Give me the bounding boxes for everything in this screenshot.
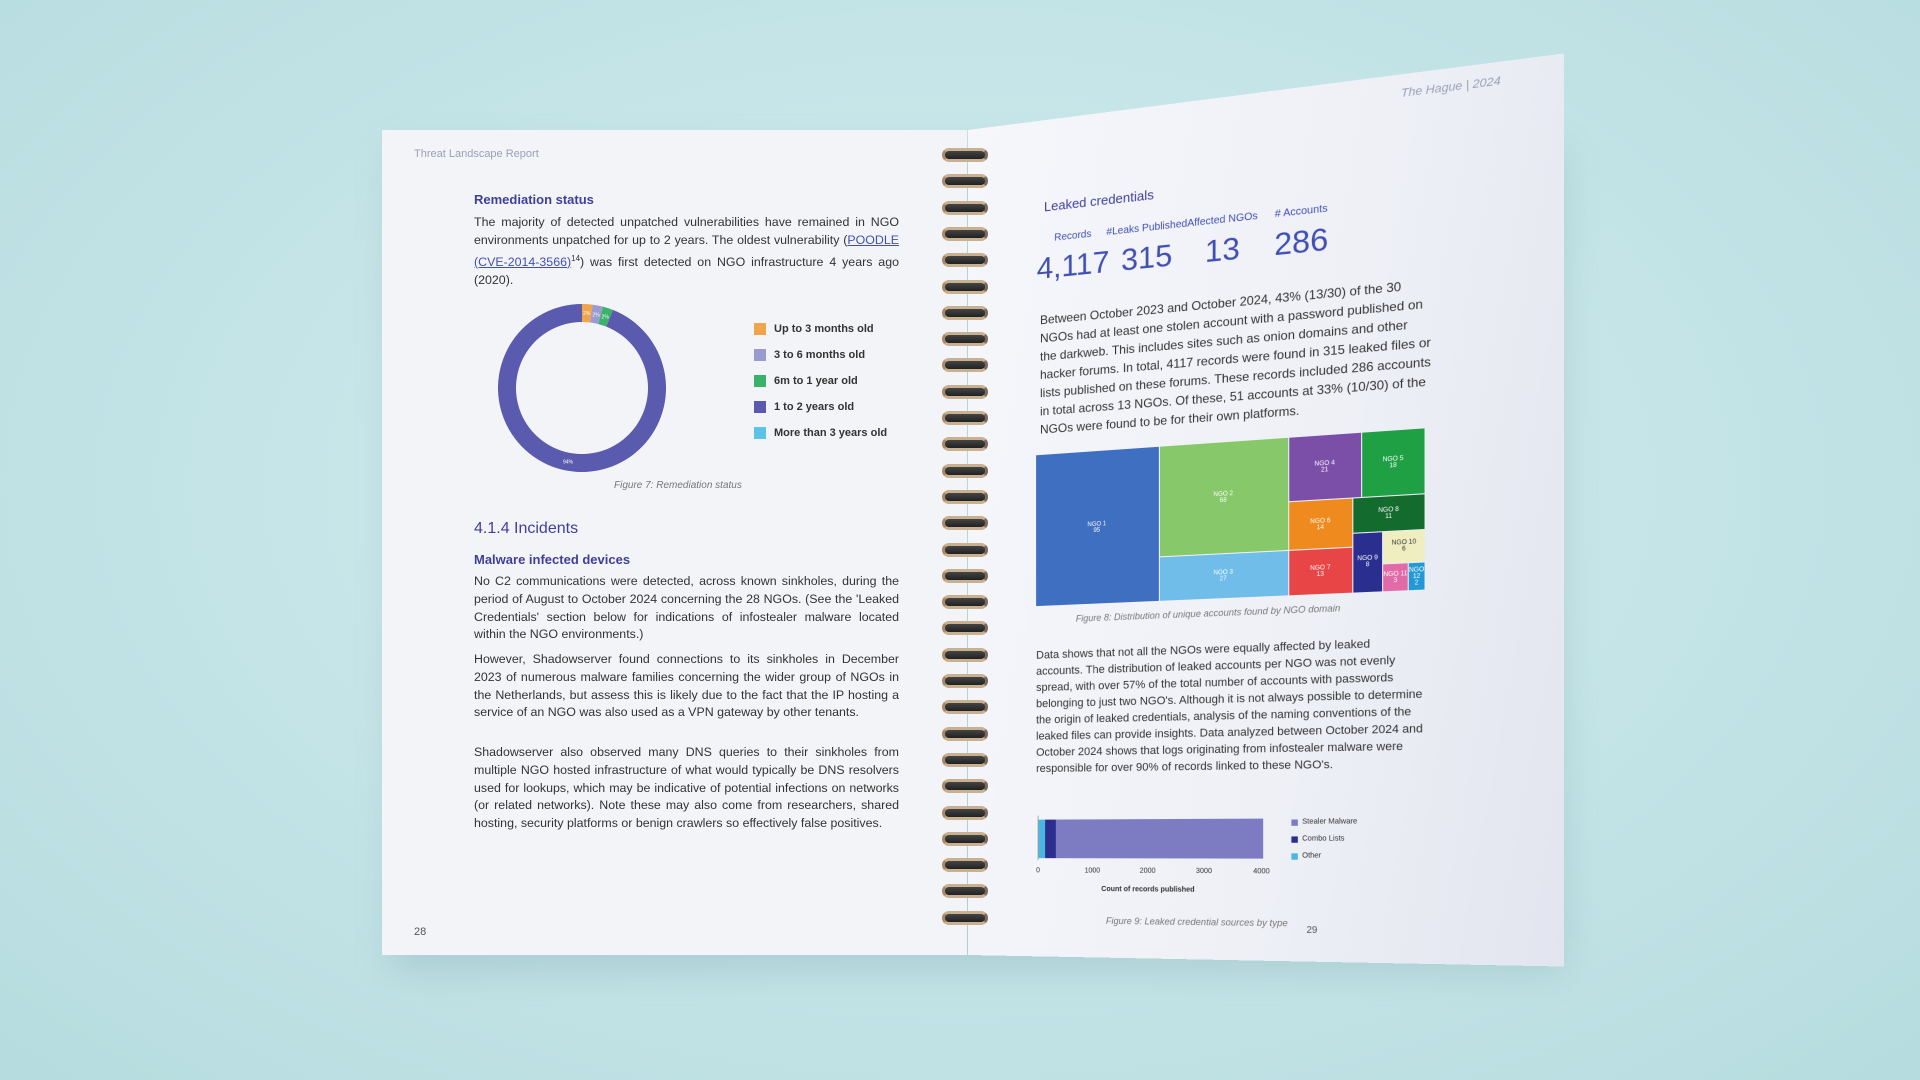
- spiral-ring: [942, 911, 988, 925]
- treemap-tile-value: 8: [1365, 562, 1370, 569]
- spiral-ring: [942, 753, 988, 767]
- malware-heading: Malware infected devices: [474, 552, 631, 567]
- bar-segment: [1056, 819, 1263, 859]
- legend-label: 1 to 2 years old: [774, 401, 855, 413]
- treemap-tile-value: 2: [1414, 579, 1419, 587]
- treemap-tile-value: 27: [1219, 576, 1227, 583]
- treemap-tile-value: 21: [1320, 466, 1329, 474]
- x-axis-label: Count of records published: [1101, 885, 1195, 894]
- incidents-paragraph-2: However, Shadowserver found connections to its sinkholes in December 2023 of numerous malware families concerning the wider group of NGOs in the Netherlands, but assess this is likely due to the fact that the IP hosting a service of an NGO was also used as a VPN gateway by other tenants.: [474, 652, 899, 720]
- treemap-tile: [1289, 499, 1352, 550]
- spiral-ring: [942, 280, 988, 294]
- legend-item: [754, 323, 874, 335]
- x-tick-label: 0: [1036, 867, 1040, 875]
- legend-item: [754, 375, 858, 387]
- treemap-tile-label: NGO 12: [1408, 566, 1425, 580]
- x-tick-label: 2000: [1139, 867, 1156, 875]
- incidents-paragraph-1: No C2 communications were detected, across known sinkholes, during the period of August to October 2024 concerning the 28 NGOs. (See the 'Leaked Credentials' section below for indications of infostealer malware located within the NGO environments.): [474, 574, 899, 642]
- treemap-tile: [1353, 532, 1382, 593]
- stat-label: Affected NGOs: [1187, 210, 1258, 230]
- donut-slice-label: 2%: [583, 311, 591, 318]
- page-number: 29: [1306, 924, 1318, 936]
- legend-item: [754, 349, 865, 361]
- treemap-tile: [1289, 433, 1361, 501]
- treemap-tile: [1353, 494, 1425, 532]
- spiral-ring: [942, 174, 988, 188]
- legend-swatch: [754, 375, 766, 387]
- bar-segment: [1045, 820, 1056, 859]
- treemap-tile-value: 6: [1401, 546, 1406, 554]
- spiral-ring: [942, 543, 988, 557]
- legend-label: 3 to 6 months old: [774, 349, 866, 361]
- treemap-tile-label: NGO 1: [1087, 520, 1107, 528]
- spiral-ring: [942, 358, 988, 372]
- sources-bar-chart: [1028, 814, 1361, 910]
- stat-label: # Accounts: [1274, 203, 1328, 221]
- leaked-paragraph-2: Data shows that not all the NGOs were equally affected by leaked accounts. The distribution of leaked accounts per NGO was not evenly spread, with over 57% of the total number of accounts with passwords belonging to just two NGO's. Although it is not always possible to determine the origin of leaked credentials, analysis of the naming conventions of the leaked files can provide insights. Data analyzed between October 2024 and October 2024 shows that logs originating from infostealer malware were responsible for over 90% of records linked to these NGO's.: [1036, 637, 1423, 776]
- spiral-ring: [942, 569, 988, 583]
- leaked-paragraph-1: Between October 2023 and October 2024, 43% (13/30) of the 30 NGOs had at least one stolen account with a password published on the darkweb. This includes sites such as onion domains and other hacker forums. In total, 4117 records were found in 315 leaked files or lists published on these forums. These records included 286 accounts in total across 13 NGOs. Of these, 51 accounts at 33% (10/30) of the NGOs were found to be for their own platforms.: [1040, 279, 1431, 437]
- stat-label: #Leaks Published: [1106, 218, 1188, 239]
- spiral-ring: [942, 148, 988, 162]
- bar-segment: [1038, 820, 1045, 859]
- donut-slice-label: 2%: [592, 312, 600, 319]
- spiral-ring: [942, 227, 988, 241]
- treemap-tile: [1036, 447, 1159, 606]
- spiral-ring: [942, 306, 988, 320]
- treemap-tile: [1160, 551, 1288, 600]
- figure9-caption: Figure 9: Leaked credential sources by type: [1105, 915, 1288, 929]
- donut-slice: [498, 304, 666, 472]
- remediation-text: ) was first detected on NGO infrastructure 4 years ago (2020).: [474, 254, 899, 287]
- x-tick-label: 1000: [1084, 867, 1101, 875]
- treemap-tile-label: NGO 11: [1383, 570, 1408, 579]
- ngo-treemap-chart: [1036, 428, 1426, 607]
- footnote-ref: 14: [571, 253, 581, 263]
- spiral-ring: [942, 464, 988, 478]
- spiral-ring: [942, 411, 988, 425]
- spiral-ring: [942, 437, 988, 451]
- treemap-tile-label: NGO 3: [1213, 569, 1233, 577]
- spiral-ring: [942, 674, 988, 688]
- spiral-ring: [942, 806, 988, 820]
- figure7-caption: Figure 7: Remediation status: [614, 480, 742, 491]
- legend-label: More than 3 years old: [774, 427, 888, 439]
- spiral-ring: [942, 621, 988, 635]
- legend-label: Up to 3 months old: [774, 323, 874, 335]
- legend-item: [1291, 852, 1321, 859]
- treemap-tile-value: 13: [1316, 571, 1324, 579]
- treemap-tile: [1160, 438, 1288, 557]
- legend-label: 6m to 1 year old: [774, 375, 858, 387]
- left-page: [382, 130, 967, 955]
- legend-item: [1291, 835, 1344, 843]
- cve-link[interactable]: POODLE (CVE-2014-3566): [474, 232, 899, 269]
- donut-slice-label: 94%: [562, 459, 573, 466]
- treemap-tile: [1409, 563, 1425, 590]
- remediation-text: The majority of detected unpatched vulnerabilities have remained in NGO environments unpatched for up to 2 years. The oldest vulnerability (: [474, 215, 899, 247]
- incidents-paragraph-3: Shadowserver also observed many DNS queries to their sinkholes from multiple NGO hosted infrastructure of what would typically be DNS resolvers used for lookups, which may be indicative of potential infections on networks (or related networks). Note these may also come from researchers, shared hosting, security platforms or benign crawlers so effectively false positives.: [474, 745, 899, 831]
- spiral-ring: [942, 253, 988, 267]
- spiral-ring: [942, 490, 988, 504]
- legend-swatch: [754, 323, 766, 335]
- x-tick-label: 4000: [1253, 867, 1270, 876]
- treemap-tile-value: 14: [1316, 524, 1324, 531]
- treemap-tile-label: NGO 10: [1391, 539, 1417, 548]
- treemap-tile-label: NGO 8: [1378, 506, 1399, 514]
- figure8-caption: Figure 8: Distribution of unique accounts found by NGO domain: [1075, 602, 1341, 624]
- treemap-tile: [1383, 564, 1407, 592]
- spiral-ring: [942, 832, 988, 846]
- spiral-ring: [942, 884, 988, 898]
- legend-swatch: [754, 401, 766, 413]
- treemap-tile-value: 95: [1093, 527, 1101, 534]
- treemap-tile-label: NGO 9: [1357, 555, 1378, 563]
- page-number: 28: [414, 926, 427, 938]
- stat-label: Records: [1054, 228, 1092, 244]
- running-header: Threat Landscape Report: [414, 148, 539, 160]
- treemap-tile-label: NGO 6: [1310, 517, 1331, 525]
- stat-value: 4,117: [1036, 245, 1110, 287]
- spiral-ring: [942, 516, 988, 530]
- spiral-ring: [942, 700, 988, 714]
- stat-value: 13: [1204, 231, 1240, 270]
- remediation-donut-chart: [492, 298, 672, 478]
- legend-label: Other: [1302, 852, 1322, 860]
- stat-value: 315: [1121, 238, 1173, 278]
- spiral-ring: [942, 727, 988, 741]
- treemap-tile: [1289, 548, 1352, 595]
- legend-label: Combo Lists: [1302, 835, 1345, 843]
- remediation-heading: Remediation status: [474, 192, 594, 207]
- spiral-ring: [942, 332, 988, 346]
- legend-item: [754, 427, 887, 439]
- spiral-ring: [942, 201, 988, 215]
- treemap-tile-value: 18: [1389, 462, 1397, 470]
- legend-swatch: [1291, 819, 1297, 825]
- treemap-tile-value: 68: [1219, 497, 1227, 505]
- legend-label: Stealer Malware: [1302, 818, 1358, 826]
- spiral-binding: [942, 148, 988, 938]
- leaked-credentials-heading: Leaked credentials: [1043, 186, 1154, 215]
- treemap-tile-label: NGO 7: [1310, 564, 1331, 573]
- section-heading: 4.1.4 Incidents: [474, 520, 579, 537]
- spiral-ring: [942, 385, 988, 399]
- legend-swatch: [1291, 836, 1297, 842]
- spiral-ring: [942, 595, 988, 609]
- treemap-tile: [1362, 428, 1425, 497]
- treemap-tile-label: NGO 2: [1213, 491, 1233, 499]
- treemap-tile-label: NGO 4: [1314, 460, 1335, 468]
- donut-slice-label: 2%: [601, 314, 609, 321]
- legend-swatch: [754, 427, 766, 439]
- spiral-ring: [942, 858, 988, 872]
- right-page: [968, 53, 1564, 966]
- spiral-ring: [942, 779, 988, 793]
- legend-swatch: [754, 349, 766, 361]
- treemap-tile-label: NGO 5: [1382, 455, 1404, 464]
- spiral-ring: [942, 648, 988, 662]
- legend-swatch: [1291, 853, 1297, 859]
- treemap-tile: [1383, 530, 1424, 564]
- treemap-tile-value: 11: [1385, 513, 1392, 521]
- legend-item: [754, 401, 854, 413]
- remediation-paragraph: [474, 214, 899, 289]
- x-tick-label: 3000: [1195, 867, 1213, 876]
- treemap-tile-value: 3: [1393, 577, 1398, 585]
- running-header: The Hague | 2024: [1400, 74, 1501, 101]
- stat-value: 286: [1274, 222, 1329, 263]
- legend-item: [1291, 818, 1357, 826]
